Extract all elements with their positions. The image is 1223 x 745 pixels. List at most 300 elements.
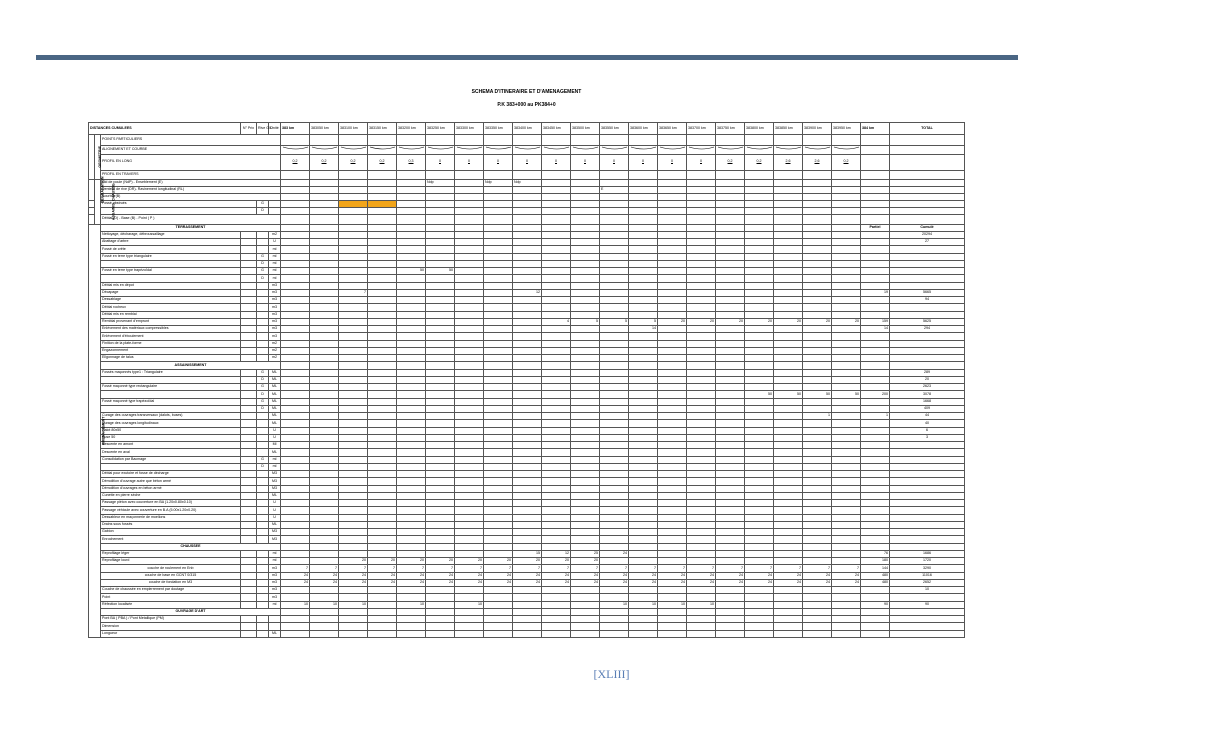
pk-cell: [571, 268, 600, 275]
pk-cell: [716, 369, 745, 376]
pk-cell: [716, 186, 745, 193]
pk-cell: [832, 492, 861, 499]
pk-cell: [832, 214, 861, 224]
cumule-cell: [890, 500, 965, 507]
pk-cell: [513, 347, 542, 354]
pk-cell: [484, 536, 513, 543]
pk-cell: [629, 193, 658, 200]
pk-cell: [368, 471, 397, 478]
pk-cell: [339, 318, 368, 325]
pk-cell: [513, 500, 542, 507]
pk-cell: [542, 514, 571, 521]
pk-cell: 24: [542, 572, 571, 579]
pk-cell: [600, 558, 629, 565]
amenagement-group-label: [89, 224, 106, 637]
pk-cell: [426, 442, 455, 449]
pk-cell: [774, 186, 803, 193]
pk-cell: [281, 186, 310, 193]
pk-cell: [455, 434, 484, 441]
pk-cell: [803, 616, 832, 623]
pk-cell: [774, 405, 803, 412]
pk-cell: [571, 623, 600, 630]
pk-cell: [600, 463, 629, 470]
pk-cell: 24: [600, 550, 629, 557]
pk-cell: [455, 333, 484, 340]
pk-cell: [832, 608, 861, 615]
pk-cell: [397, 170, 426, 179]
pk-cell: [513, 239, 542, 246]
prix-cell: [241, 333, 257, 340]
curve-marker: [456, 146, 483, 152]
cumule-cell: [890, 456, 965, 463]
rive-cell: G: [257, 398, 269, 405]
pk-cell: [426, 154, 455, 170]
pk-cell: [426, 601, 455, 608]
pk-cell: [861, 154, 890, 170]
pk-cell: [832, 289, 861, 296]
pk-cell: [484, 253, 513, 260]
rive-cell: D: [257, 405, 269, 412]
pk-cell: [339, 362, 368, 369]
pk-cell: [832, 260, 861, 267]
pk-cell: [310, 362, 339, 369]
pk-cell: [774, 179, 803, 186]
pk-cell: [426, 434, 455, 441]
unit-cell: M3: [269, 471, 281, 478]
pk-cell: [426, 376, 455, 383]
pk-cell: 20: [803, 318, 832, 325]
pk-cell: [832, 311, 861, 318]
pk-cell: [803, 260, 832, 267]
pk-cell: [803, 369, 832, 376]
pk-cell: [716, 463, 745, 470]
pk-cell: [745, 623, 774, 630]
pk-cell: [861, 362, 890, 369]
pk-cell: [484, 449, 513, 456]
pk-cell: [571, 362, 600, 369]
pk-cell: [513, 543, 542, 550]
item-label: Consolidation par Bacmage: [101, 456, 241, 463]
pk-cell: [281, 623, 310, 630]
pk-cell: [455, 146, 484, 155]
pk-cell: [368, 214, 397, 224]
pk-cell: [803, 186, 832, 193]
pk-cell: [397, 500, 426, 507]
pk-cell: [745, 492, 774, 499]
item-label: Fossé en terre type trapézoïdal: [101, 268, 241, 275]
pk-cell: [774, 384, 803, 391]
unit-cell: ML: [269, 391, 281, 398]
pk-cell: [832, 536, 861, 543]
pk-cell: [687, 186, 716, 193]
pk-cell: [658, 608, 687, 615]
pk-cell: 24: [832, 572, 861, 579]
pk-cell: [310, 282, 339, 289]
unit-cell: ml: [269, 456, 281, 463]
pk-header: 383550 km: [600, 123, 629, 135]
pk-cell: [832, 347, 861, 354]
pk-cell: [368, 623, 397, 630]
pk-cell: [716, 478, 745, 485]
unit-cell: ML: [269, 384, 281, 391]
amenagement-row: [89, 514, 965, 521]
pk-cell: [455, 398, 484, 405]
pk-cell: [339, 275, 368, 282]
total-header: TOTAL: [890, 123, 965, 135]
rive-cell: [257, 246, 269, 253]
pk-cell: [774, 587, 803, 594]
pk-cell: [310, 376, 339, 383]
pk-cell: [687, 536, 716, 543]
rive-cell: [257, 565, 269, 572]
pk-cell: [455, 369, 484, 376]
cumule-cell: [890, 347, 965, 354]
pk-cell: [339, 391, 368, 398]
pk-cell: [745, 478, 774, 485]
pk-cell: [571, 543, 600, 550]
rive-cell: [257, 413, 269, 420]
curve-marker: [746, 146, 773, 152]
prix-cell: [241, 231, 257, 238]
curve-marker: [630, 146, 657, 152]
pk-cell: [281, 384, 310, 391]
pk-cell: [397, 478, 426, 485]
pk-cell: [339, 478, 368, 485]
pk-cell: [629, 587, 658, 594]
pk-cell: [281, 398, 310, 405]
pk-cell: 24: [658, 572, 687, 579]
prix-cell: [241, 326, 257, 333]
item-label: Reprofilage lourd: [101, 558, 241, 565]
partiel-cell: [861, 231, 890, 238]
pk-cell: [455, 514, 484, 521]
pk-cell: [658, 311, 687, 318]
rive-cell: D: [257, 275, 269, 282]
pk-cell: [687, 333, 716, 340]
slope-value: 0,2: [321, 159, 327, 164]
pk-cell: [310, 398, 339, 405]
pk-cell: [368, 231, 397, 238]
pk-cell: [716, 231, 745, 238]
unit-cell: ML: [269, 420, 281, 427]
pk-cell: [281, 536, 310, 543]
item-label: Démolition d'ouvrage autre que béton armé: [101, 478, 241, 485]
item-label: Déblai mis en dépot: [101, 282, 241, 289]
pk-cell: [600, 253, 629, 260]
pk-cell: [542, 594, 571, 601]
pk-cell: [281, 333, 310, 340]
pk-cell: [745, 521, 774, 528]
pk-cell: [542, 616, 571, 623]
pk-cell: [426, 405, 455, 412]
pk-cell: [513, 200, 542, 207]
pk-cell: [600, 311, 629, 318]
partiel-cell: [861, 282, 890, 289]
amenagement-row: [89, 427, 965, 434]
pk-cell: [774, 536, 803, 543]
amenagement-row: [89, 478, 965, 485]
pk-cell: [513, 521, 542, 528]
pk-cell: [861, 207, 890, 214]
curve-marker: [601, 146, 628, 152]
curve-marker: [543, 146, 570, 152]
partiel-cell: 159: [861, 318, 890, 325]
pk-cell: [687, 179, 716, 186]
pk-cell: [658, 231, 687, 238]
pk-cell: 10: [455, 601, 484, 608]
partiel-cell: [861, 492, 890, 499]
pk-cell: [716, 304, 745, 311]
section-row: [89, 608, 965, 615]
pk-cell: [310, 333, 339, 340]
pk-cell: [310, 558, 339, 565]
pk-cell: [600, 456, 629, 463]
amenagement-row: [89, 434, 965, 441]
pk-cell: [658, 471, 687, 478]
pk-cell: [310, 543, 339, 550]
pk-cell: [281, 478, 310, 485]
pk-cell: [658, 405, 687, 412]
pk-cell: [832, 340, 861, 347]
geometry-label: POINTS PARTICULIERS: [101, 135, 281, 146]
pk-cell: [310, 186, 339, 193]
pk-cell: [803, 427, 832, 434]
amenagement-row: [89, 369, 965, 376]
top-divider-bar: [36, 55, 1018, 60]
pk-cell: [687, 449, 716, 456]
pk-cell: [513, 268, 542, 275]
pk-cell: [803, 214, 832, 224]
prix-cell: [241, 398, 257, 405]
pk-cell: [426, 186, 455, 193]
pk-cell: [368, 318, 397, 325]
geometry-label: PROFIL EN LONG: [101, 154, 281, 170]
pk-cell: [774, 413, 803, 420]
section-row: [89, 362, 965, 369]
pk-cell: 10: [600, 601, 629, 608]
pk-cell: [774, 500, 803, 507]
cumule-cell: 1686: [890, 550, 965, 557]
pk-cell: 10: [397, 601, 426, 608]
geometry-row: [89, 170, 965, 179]
pk-cell: [455, 275, 484, 282]
total-cell: [890, 186, 965, 193]
pk-cell: [716, 347, 745, 354]
pk-cell: 7: [832, 565, 861, 572]
pk-cell: [455, 521, 484, 528]
pk-cell: [745, 186, 774, 193]
pk-cell: [339, 297, 368, 304]
prix-cell: [241, 449, 257, 456]
pk-cell: [687, 304, 716, 311]
pk-cell: [397, 369, 426, 376]
pk-cell: [542, 207, 571, 214]
slope-value: 0,3: [408, 159, 414, 164]
pk-cell: [513, 154, 542, 170]
pk-cell: [368, 246, 397, 253]
pk-cell: [658, 594, 687, 601]
pk-cell: [658, 384, 687, 391]
pk-cell: [397, 260, 426, 267]
slope-value: 0: [555, 159, 557, 164]
cumule-cell: [890, 463, 965, 470]
prix-cell: [241, 558, 257, 565]
pk-cell: [484, 193, 513, 200]
curve-marker: [775, 146, 802, 152]
pk-cell: [310, 214, 339, 224]
partiel-cell: 19: [861, 289, 890, 296]
item-label: [101, 405, 241, 412]
pk-cell: [513, 507, 542, 514]
pk-cell: [687, 492, 716, 499]
pk-cell: [397, 485, 426, 492]
pk-cell: [745, 463, 774, 470]
pk-cell: [339, 449, 368, 456]
pk-cell: [368, 239, 397, 246]
pk-cell: [310, 485, 339, 492]
unit-cell: M3: [269, 485, 281, 492]
pk-cell: [803, 536, 832, 543]
cumule-cell: 11016: [890, 572, 965, 579]
item-label: Passage piéton avec couverture en BA (1.20x0.80x0.10): [101, 500, 241, 507]
pk-cell: [542, 463, 571, 470]
pk-cell: [484, 398, 513, 405]
pk-cell: [629, 311, 658, 318]
pk-cell: [774, 253, 803, 260]
unit-cell: m3: [269, 297, 281, 304]
pk-cell: [687, 456, 716, 463]
pk-cell: [629, 550, 658, 557]
pk-cell: [310, 179, 339, 186]
pk-cell: [629, 485, 658, 492]
degradation-row: [89, 179, 965, 186]
pk-cell: [687, 289, 716, 296]
item-label: Décapage: [101, 289, 241, 296]
pk-cell: [571, 601, 600, 608]
pk-cell: [339, 507, 368, 514]
pk-cell: [629, 275, 658, 282]
pk-cell: [281, 170, 310, 179]
pk-cell: 50: [774, 391, 803, 398]
pk-cell: [571, 214, 600, 224]
pk-cell: [339, 179, 368, 186]
slope-value: 0: [584, 159, 586, 164]
pk-cell: [687, 427, 716, 434]
pk-cell: [484, 507, 513, 514]
pk-cell: [832, 333, 861, 340]
unit-cell: ml: [269, 558, 281, 565]
pk-cell: [339, 376, 368, 383]
pk-cell: [658, 224, 687, 231]
pk-cell: [542, 413, 571, 420]
slope-value: 0,2: [350, 159, 356, 164]
pk-cell: [745, 558, 774, 565]
pk-cell: [426, 297, 455, 304]
pk-cell: [397, 224, 426, 231]
pk-cell: [774, 326, 803, 333]
pk-cell: [310, 311, 339, 318]
pk-cell: [687, 154, 716, 170]
pk-cell: [513, 275, 542, 282]
pk-cell: [600, 500, 629, 507]
pk-cell: [339, 246, 368, 253]
slope-value: 0,2: [756, 159, 762, 164]
pk-cell: [455, 456, 484, 463]
cumule-cell: [890, 311, 965, 318]
rive-cell: [257, 471, 269, 478]
pk-cell: [368, 478, 397, 485]
amenagement-row: [89, 297, 965, 304]
partiel-cell: [861, 239, 890, 246]
pk-cell: [629, 200, 658, 207]
curve-marker: [340, 146, 367, 152]
pk-cell: [310, 536, 339, 543]
partiel-cell: 144: [861, 565, 890, 572]
pk-cell: [716, 616, 745, 623]
pk-cell: [861, 170, 890, 179]
pk-cell: [629, 521, 658, 528]
pk-cell: [774, 543, 803, 550]
pk-cell: [484, 297, 513, 304]
unit-cell: ML: [269, 492, 281, 499]
pk-cell: [600, 275, 629, 282]
pk-cell: [774, 442, 803, 449]
pk-cell: [571, 608, 600, 615]
pk-cell: [716, 623, 745, 630]
pk-cell: [455, 268, 484, 275]
pk-cell: [600, 449, 629, 456]
pk-cell: [397, 543, 426, 550]
pk-cell: [397, 529, 426, 536]
cumule-cell: [890, 471, 965, 478]
partiel-cell: [861, 456, 890, 463]
item-label: Déblai mis en remblai: [101, 311, 241, 318]
pk-header: 383850 km: [774, 123, 803, 135]
pk-cell: [542, 391, 571, 398]
pk-cell: [716, 179, 745, 186]
pk-cell: [600, 347, 629, 354]
pk-cell: [455, 282, 484, 289]
pk-cell: [774, 369, 803, 376]
pk-cell: [832, 485, 861, 492]
pk-cell: [368, 224, 397, 231]
pk-cell: [687, 384, 716, 391]
total-cell: [890, 170, 965, 179]
pk-cell: [310, 146, 339, 155]
pk-cell: [687, 207, 716, 214]
pk-cell: [513, 514, 542, 521]
pk-cell: [513, 384, 542, 391]
pk-cell: [716, 594, 745, 601]
pk-cell: [745, 413, 774, 420]
pk-cell: [426, 587, 455, 594]
pk-cell: [600, 630, 629, 637]
pk-cell: [368, 521, 397, 528]
pk-cell: [745, 355, 774, 362]
pk-cell: 24: [629, 579, 658, 586]
pk-cell: 20: [368, 558, 397, 565]
pk-cell: [803, 384, 832, 391]
pk-cell: [542, 289, 571, 296]
cumule-cell: [890, 594, 965, 601]
pk-cell: [832, 193, 861, 200]
amenagement-row: [89, 485, 965, 492]
pk-cell: [774, 529, 803, 536]
pk-cell: [832, 186, 861, 193]
pk-cell: [600, 282, 629, 289]
pk-cell: [571, 200, 600, 207]
pk-cell: 24: [542, 579, 571, 586]
